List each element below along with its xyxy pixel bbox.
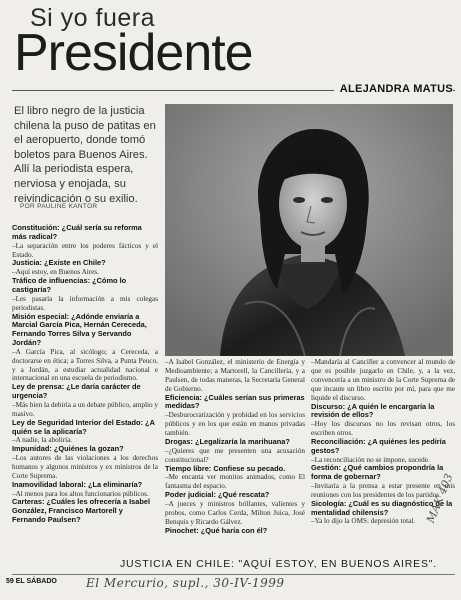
byline (20, 203, 97, 210)
headline: Presidente (14, 24, 253, 82)
interview-column-2 (165, 358, 305, 535)
answer: –A nadie, la aboliría. (12, 436, 73, 445)
question: Carteras: ¿Cuáles les ofrecería a Isabel González, Francisco Martorell y Fernando Paulsen? (12, 497, 151, 525)
question: Gestión: ¿Qué cambios propondría la forma de gobernar? (311, 463, 444, 482)
byline-prefix: POR (20, 203, 35, 210)
question: Justicia: ¿Existe en Chile? (12, 258, 106, 268)
portrait-photo (165, 104, 453, 356)
answer: –Mandaría al Canciller a convencer al mundo de que es posible juzgarlo en Chile, y, a la vez, convencería a un ministro de la Corte Suprema de que incaute un libro escrito por mí, para que me liquide el discurso. (311, 358, 455, 402)
answer: –Hoy los discursos no los revisan otros, los escriben otros. (311, 420, 455, 438)
question: Tráfico de influencias: ¿Cómo lo castigaría? (12, 276, 127, 294)
answer: –La separación entre los poderes fácticos y el Estado. (12, 241, 158, 259)
question: Discurso: ¿A quién le encargaría la revisión de ellos? (311, 401, 435, 420)
byline-name: PAULINE KANTOR (37, 203, 98, 210)
answer: –Ya lo dijo la OMS: depresión total. (311, 517, 416, 526)
question: Constitución: ¿Cuál sería su reforma más radical? (12, 223, 142, 241)
question: Reconciliación: ¿A quiénes les pediría gestos? (311, 436, 446, 455)
answer: –Más bien la debiría a un debate público, amplio y masivo. (12, 400, 158, 418)
question: Poder judicial: ¿Qué rescata? (165, 490, 270, 500)
question: Sicología: ¿Cuál es su diagnóstico de la mentalidad chilensis? (311, 498, 453, 517)
answer: –Desburocratización y probidad en los servicios públicos y en los que están en manos privadas también. (165, 411, 305, 438)
question: Pinochet: ¿Qué haría con él? (165, 525, 268, 535)
kicker: Si yo fuera (30, 4, 156, 32)
answer: –A García Pica, al sicólogo; a Cereceda, a doctorarse en ética; a Torres Silva, a Punta Peuco, y a Jordán, a estudiar actualidad nacional e internacional en una escuela de periodismo. (12, 347, 158, 383)
question: Tiempo libre: Confiese su pecado. (165, 463, 286, 473)
answer: –Les pasaría la información a mis colegas periodistas. (12, 294, 158, 312)
question: Inamovilidad laboral: ¿La eliminaría? (12, 479, 143, 489)
caption: JUSTICIA EN CHILE: "AQUÍ ESTOY, EN BUENOS AIRES". (120, 558, 438, 570)
lead-paragraph: El libro negro de la justicia chilena la puso de patitas en el aeropuerto, donde tomó boletos para Buenos Aires. Allí la periodista espera, nerviosa y enojada, su reivindicación o su exilio. (14, 105, 156, 205)
question: Ley de prensa: ¿Le daría carácter de urgencia? (12, 382, 141, 401)
answer: –Los autores de las violaciones a los derechos humanos y algunos ministros y ex ministros de la Corte Suprema. (12, 454, 158, 480)
question: Misión especial: ¿Adónde enviaría a Marcial García Pica, Hernán Cereceda, Fernando Torres Silva y Servando Jordán? (12, 311, 147, 347)
answer: –La reconciliación no se impone, sucede. (311, 455, 430, 464)
question: Impunidad: ¿Quiénes la gozan? (12, 444, 124, 454)
portrait-illustration (165, 104, 453, 356)
side-annotation: MAK 403 (424, 471, 456, 525)
answer: –Aquí estoy, en Buenos Aires. (12, 268, 99, 277)
page-footer: 59 EL SÁBADO (6, 578, 57, 585)
question: Eficiencia: ¿Cuáles serían sus primeras medidas? (165, 392, 305, 411)
answer: –¿Quieres que me presenten una acusación constitucional? (165, 446, 305, 464)
answer: –Me encanta ver monitos animados, como El fantasma del espacio. (165, 473, 305, 491)
author: ALEJANDRA MATUS (334, 83, 453, 95)
answer: –A Isabel González, el ministerio de Energía y Medioambiente; a Martorell, la Cancillería, y a Paulsen, de todas maneras, la Secretaría General de Gobierno. (165, 358, 305, 393)
answer: –Al menos para los altos funcionarios públicos. (12, 489, 149, 498)
question: Drogas: ¿Legalizaría la marihuana? (165, 436, 290, 446)
question: Ley de Seguridad Interior del Estado: ¿A quién se la aplicaría? (12, 417, 155, 436)
interview-column-1 (12, 224, 158, 525)
answer: –A jueces y ministros brillantes, valientes y probos, como Carlos Cerda, Milton Juica, José Benquis y Ricardo Gálvez. (165, 499, 305, 526)
answer: –Invitaría a la prensa a estar presente en mis reuniones con los presidentes de los partidos. (311, 482, 455, 499)
footer-rule (12, 574, 455, 575)
handwritten-note: El Mercurio, supl., 30-IV-1999 (86, 576, 285, 590)
